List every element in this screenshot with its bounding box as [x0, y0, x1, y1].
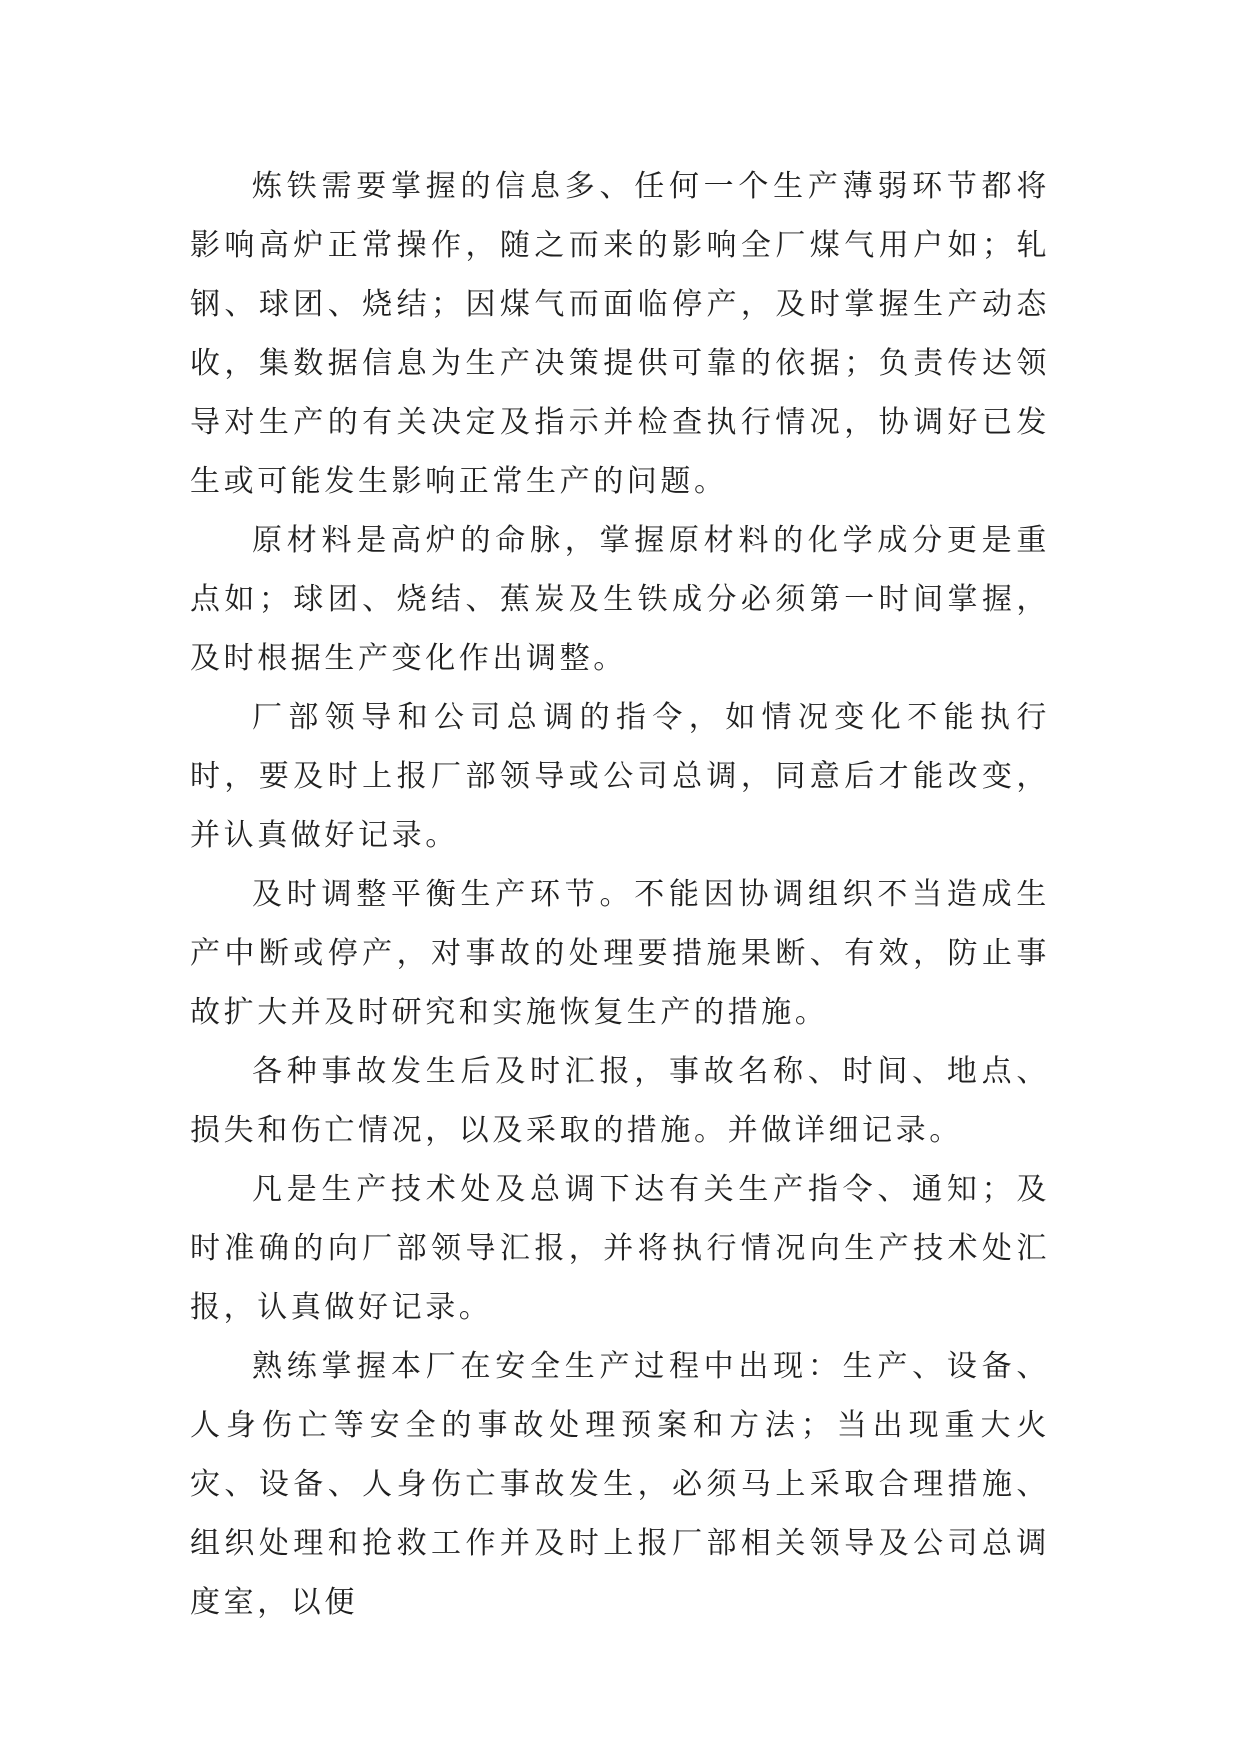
- paragraph-7: 熟练掌握本厂在安全生产过程中出现：生产、设备、人身伤亡等安全的事故处理预案和方法；当出现重大火灾、设备、人身伤亡事故发生，必须马上采取合理措施、组织处理和抢救工作并及时上报厂部相关领导及公司总调度室，以便: [190, 1349, 1050, 1620]
- paragraph-1: 炼铁需要掌握的信息多、任何一个生产薄弱环节都将影响高炉正常操作，随之而来的影响全厂煤气用户如；轧钢、球团、烧结；因煤气而面临停产，及时掌握生产动态收，集数据信息为生产决策提供可靠的依据；负责传达领导对生产的有关决定及指示并检查执行情况，协调好已发生或可能发生影响正常生产的问题。: [190, 169, 1050, 499]
- paragraph-5: 各种事故发生后及时汇报，事故名称、时间、地点、损失和伤亡情况，以及采取的措施。并做详细记录。: [190, 1054, 1050, 1148]
- paragraph-2: 原材料是高炉的命脉，掌握原材料的化学成分更是重点如；球团、烧结、蕉炭及生铁成分必须第一时间掌握，及时根据生产变化作出调整。: [190, 523, 1050, 676]
- paragraph-4: 及时调整平衡生产环节。不能因协调组织不当造成生产中断或停产，对事故的处理要措施果断、有效，防止事故扩大并及时研究和实施恢复生产的措施。: [190, 877, 1050, 1030]
- paragraph-6: 凡是生产技术处及总调下达有关生产指令、通知；及时准确的向厂部领导汇报，并将执行情况向生产技术处汇报，认真做好记录。: [190, 1172, 1050, 1325]
- paragraph-3: 厂部领导和公司总调的指令，如情况变化不能执行时，要及时上报厂部领导或公司总调，同意后才能改变，并认真做好记录。: [190, 700, 1050, 853]
- document-body: [190, 157, 1050, 1632]
